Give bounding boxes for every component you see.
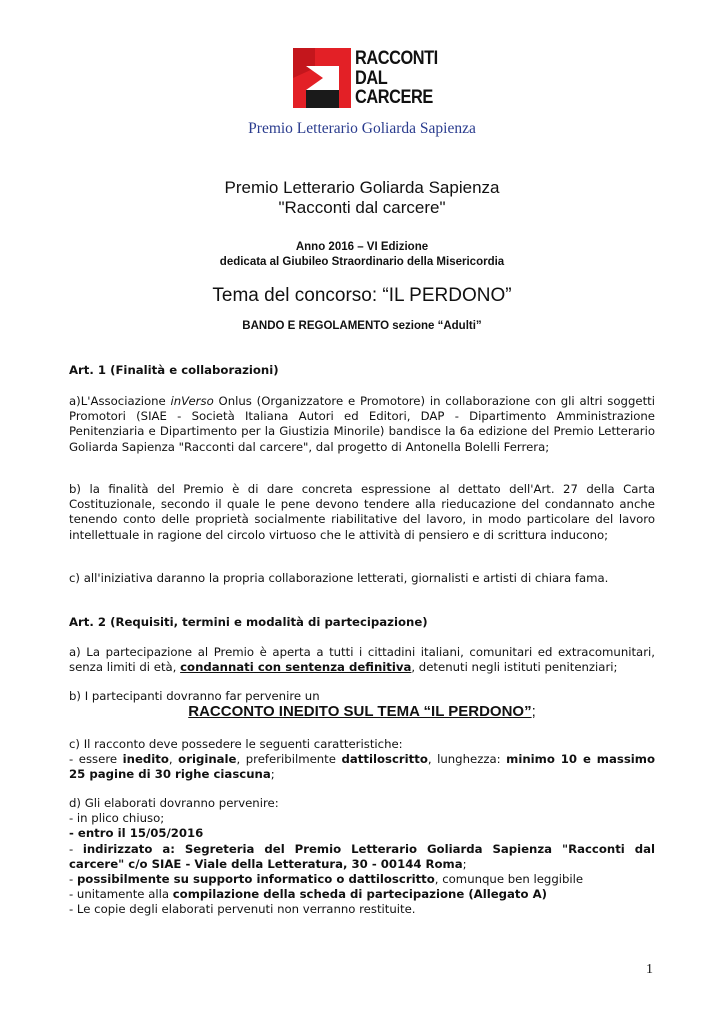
- art2-paragraph-c: [69, 737, 655, 783]
- logo-line-2: DAL: [355, 67, 388, 89]
- art2-c-4: , lunghezza:: [427, 752, 507, 767]
- art1-heading: [69, 363, 655, 378]
- art1-paragraph-b: [69, 482, 655, 543]
- art1-a-post: Onlus (Organizzatore e Promotore) in collaborazione con gli altri soggetti Promotori (SIAE - Società Italiana Autori ed Editori, DAP - Dipartimento Amministrazione Penitenziaria e Dipartimento per la Giustizia Minorile) bandisce la 6a edizione del Premio Letterario Goliarda Sapienza "Racconti dal carcere", dal progetto di Antonella Bolelli Ferrera;: [69, 394, 655, 454]
- art2-a-bold: condannati con sentenza definitiva: [180, 660, 412, 675]
- art1-a-text: [69, 394, 655, 455]
- art1-heading-text: Art. 1 (Finalità e collaborazioni): [69, 363, 279, 377]
- edition-text: Anno 2016 – VI Edizione: [295, 241, 429, 253]
- racconto-theme-end: ;: [531, 703, 536, 720]
- art2-d-copie: - Le copie degli elaborati pervenuti non verranno restituite.: [69, 902, 416, 917]
- art2-heading-text: Art. 2 (Requisiti, termini e modalità di partecipazione): [69, 615, 428, 629]
- page-number: 1: [646, 962, 653, 977]
- art2-d-poss-1: -: [69, 872, 77, 887]
- art2-d-ind-1: -: [69, 841, 83, 856]
- art2-d-unit-1: - unitamente alla: [69, 887, 173, 902]
- theme-title: Tema del concorso: “IL PERDONO”: [212, 285, 512, 306]
- art2-d-intro: d) Gli elaborati dovranno pervenire:: [69, 796, 279, 810]
- art2-d-ind-2: indirizzato a: Segreteria del Premio Letterario Goliarda Sapienza "Racconti dal carcere" c/o SIAE - Viale della Letteratura, 30 - 00144 Roma: [69, 841, 655, 871]
- art1-b-text: b) la finalità del Premio è di dare concreta espressione al dettato dell'Art. 27 della Carta Costituzionale, secondo il quale le pene devono tendere alla rieducazione del condannato anche tenendo conto delle proprietà socialmente riabilitative del lavoro, in modo particolare del lavoro intellettuale in ragione del circolo virtuoso che le attività di pensiero e di scrittura inducono;: [69, 482, 655, 542]
- rules-subtitle: BANDO E REGOLAMENTO sezione “Adulti”: [242, 320, 482, 332]
- racconto-theme-line: [0, 703, 724, 720]
- art2-c-dattilo: dattiloscritto: [341, 752, 428, 767]
- art2-paragraph-d: [69, 796, 655, 918]
- page-title: [0, 178, 724, 218]
- art2-paragraph-a: [69, 645, 655, 675]
- art2-c-inedito: inedito: [122, 752, 169, 767]
- dedication-text: dedicata al Giubileo Straordinario della Misericordia: [219, 256, 505, 268]
- art2-a-post: , detenuti negli istituti penitenziari;: [411, 660, 618, 675]
- art2-d-plico: - in plico chiuso;: [69, 811, 165, 826]
- racconti-dal-carcere-logo: [293, 48, 453, 112]
- art2-d-poss-3: , comunque ben leggibile: [434, 872, 584, 887]
- art2-d-unit-2: compilazione della scheda di partecipazione (Allegato A): [172, 887, 547, 902]
- art2-a-text: [69, 645, 655, 675]
- art2-d-ind-3: ;: [462, 856, 467, 871]
- art1-c-text: c) all'iniziativa daranno la propria collaborazione letterati, giornalisti e artisti di chiara fama.: [69, 571, 609, 585]
- art2-c-originale: originale: [178, 752, 237, 767]
- art1-paragraph-a: [69, 394, 655, 455]
- art1-paragraph-c: [69, 571, 655, 586]
- art2-d-poss-2: possibilmente su supporto informatico o dattiloscritto: [76, 872, 435, 887]
- art2-b-text: b) I partecipanti dovranno far pervenire un: [69, 689, 320, 703]
- art2-d-entro: - entro il 15/05/2016: [69, 826, 204, 841]
- art2-c-intro: c) Il racconto deve possedere le seguenti caratteristiche:: [69, 737, 403, 751]
- art2-paragraph-b: [69, 689, 655, 704]
- art2-c-3: , preferibilmente: [236, 752, 342, 767]
- art2-d-unitamente: [69, 887, 655, 902]
- art2-d-indirizzo: [69, 842, 655, 872]
- art2-c-text: [69, 752, 655, 782]
- art2-c-5: ;: [270, 767, 275, 782]
- title-line-2: "Racconti dal carcere": [278, 198, 446, 217]
- art2-c-1: - essere: [69, 752, 123, 767]
- art2-d-possibilmente: [69, 872, 655, 887]
- logo-line-3: CARCERE: [355, 87, 433, 108]
- logo-wordmark: [355, 49, 438, 108]
- art2-a-pre: a) La partecipazione al Premio è aperta a tutti i cittadini italiani, comunitari ed extracomunitari, senza limiti di età,: [69, 645, 655, 675]
- logo-mark-icon: [293, 48, 351, 108]
- logo-line-1: RACCONTI: [355, 48, 438, 69]
- edition-block: [0, 240, 724, 270]
- logo-subtitle: Premio Letterario Goliarda Sapienza: [248, 120, 476, 137]
- art2-c-2: ,: [168, 752, 179, 767]
- art1-a-italic: inVerso: [170, 394, 214, 408]
- art1-a-pre: a)L'Associazione: [69, 394, 171, 408]
- racconto-theme-text: RACCONTO INEDITO SUL TEMA “IL PERDONO”: [188, 703, 532, 720]
- title-line-1: Premio Letterario Goliarda Sapienza: [224, 178, 500, 197]
- art2-heading: [69, 615, 655, 630]
- art2-c-minimo: minimo 10 e massimo 25 pagine di 30 righe ciascuna: [69, 752, 655, 782]
